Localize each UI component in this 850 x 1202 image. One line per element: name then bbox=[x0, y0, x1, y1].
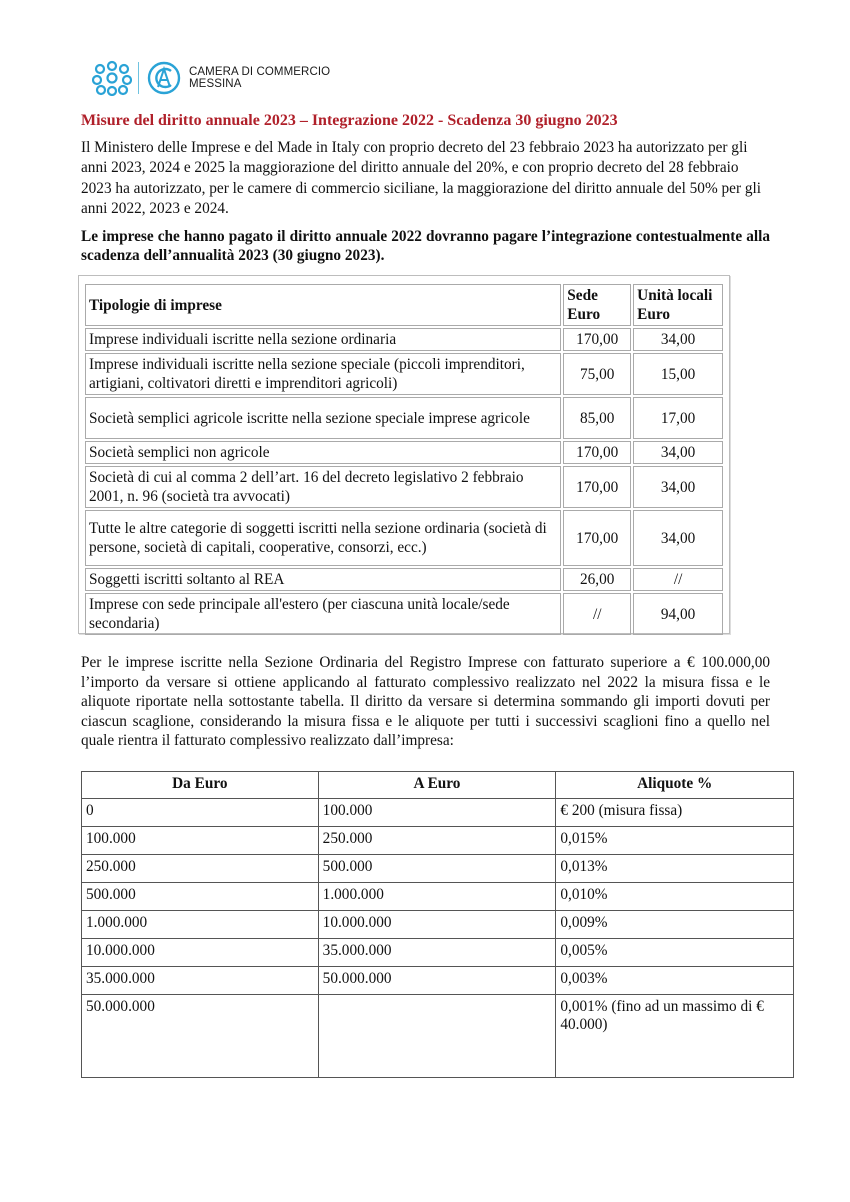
logo-divider bbox=[138, 62, 139, 94]
aliquote-table-header bbox=[82, 772, 794, 799]
table-row bbox=[85, 466, 723, 508]
row-unita-locali: 17,00 bbox=[633, 397, 723, 439]
row-from: 500.000 bbox=[82, 883, 319, 911]
row-type: Società semplici agricole iscritte nella sezione speciale imprese agricole bbox=[85, 397, 561, 439]
row-to: 250.000 bbox=[318, 827, 556, 855]
bold-notice: Le imprese che hanno pagato il diritto annuale 2022 dovranno pagare l’integrazione contestualmente alla scadenza dell’annualità 2023 (30 giugno 2023). bbox=[81, 228, 770, 264]
header-tipologie: Tipologie di imprese bbox=[85, 284, 561, 326]
row-unita-locali: // bbox=[633, 568, 723, 591]
row-rate: 0,001% (fino ad un massimo di € 40.000) bbox=[556, 995, 794, 1078]
row-to: 35.000.000 bbox=[318, 939, 556, 967]
header-sede: Sede Euro bbox=[563, 284, 631, 326]
row-to bbox=[318, 995, 556, 1078]
row-rate: 0,013% bbox=[556, 855, 794, 883]
table-row bbox=[82, 883, 794, 911]
row-sede: 85,00 bbox=[563, 397, 631, 439]
row-sede: 26,00 bbox=[563, 568, 631, 591]
table-row bbox=[82, 967, 794, 995]
header-a-euro: A Euro bbox=[318, 772, 556, 799]
aliquote-table bbox=[81, 771, 794, 1078]
row-from: 10.000.000 bbox=[82, 939, 319, 967]
table-row bbox=[85, 441, 723, 464]
row-from: 100.000 bbox=[82, 827, 319, 855]
org-name bbox=[189, 66, 330, 90]
row-to: 500.000 bbox=[318, 855, 556, 883]
table-row bbox=[82, 855, 794, 883]
camera-commercio-emblem-icon bbox=[147, 61, 181, 95]
row-to: 10.000.000 bbox=[318, 911, 556, 939]
header-aliquote: Aliquote % bbox=[556, 772, 794, 799]
row-type: Imprese individuali iscritte nella sezione speciale (piccoli imprenditori, artigiani, coltivatori diretti e imprenditori agricoli) bbox=[85, 353, 561, 395]
row-sede: 170,00 bbox=[563, 510, 631, 566]
fee-table-frame bbox=[78, 275, 730, 634]
row-type: Tutte le altre categorie di soggetti iscritti nella sezione ordinaria (società di persone, società di capitali, cooperative, consorzi, ecc.) bbox=[85, 510, 561, 566]
table-row bbox=[82, 911, 794, 939]
row-sede: 75,00 bbox=[563, 353, 631, 395]
fee-table bbox=[83, 282, 725, 637]
row-to: 100.000 bbox=[318, 799, 556, 827]
table-row bbox=[85, 328, 723, 351]
table-row bbox=[85, 568, 723, 591]
row-rate: 0,010% bbox=[556, 883, 794, 911]
row-type: Imprese con sede principale all'estero (per ciascuna unità locale/sede secondaria) bbox=[85, 593, 561, 635]
row-unita-locali: 94,00 bbox=[633, 593, 723, 635]
header-unita-locali: Unità locali Euro bbox=[633, 284, 723, 326]
table-row bbox=[82, 939, 794, 967]
row-type: Imprese individuali iscritte nella sezione ordinaria bbox=[85, 328, 561, 351]
row-from: 0 bbox=[82, 799, 319, 827]
row-from: 250.000 bbox=[82, 855, 319, 883]
row-from: 1.000.000 bbox=[82, 911, 319, 939]
table-row bbox=[85, 510, 723, 566]
table-row bbox=[85, 397, 723, 439]
row-unita-locali: 15,00 bbox=[633, 353, 723, 395]
cluster-logo-icon bbox=[92, 60, 132, 96]
header-da-euro: Da Euro bbox=[82, 772, 319, 799]
row-unita-locali: 34,00 bbox=[633, 510, 723, 566]
row-rate: 0,003% bbox=[556, 967, 794, 995]
row-rate: 0,005% bbox=[556, 939, 794, 967]
row-sede: // bbox=[563, 593, 631, 635]
row-type: Società di cui al comma 2 dell’art. 16 del decreto legislativo 2 febbraio 2001, n. 96 (società tra avvocati) bbox=[85, 466, 561, 508]
row-unita-locali: 34,00 bbox=[633, 441, 723, 464]
org-name-line1: CAMERA DI COMMERCIO bbox=[189, 66, 331, 78]
table-row bbox=[82, 827, 794, 855]
table-row bbox=[82, 995, 794, 1078]
row-from: 35.000.000 bbox=[82, 967, 319, 995]
table-row bbox=[82, 799, 794, 827]
fee-table-header bbox=[85, 284, 723, 326]
row-sede: 170,00 bbox=[563, 466, 631, 508]
scaglioni-paragraph: Per le imprese iscritte nella Sezione Ordinaria del Registro Imprese con fatturato superiore a € 100.000,00 l’importo da versare si ottiene applicando al fatturato complessivo realizzato nel 2022 la misura fissa e le aliquote riportate nella sottostante tabella. Il diritto da versare si determina sommando gli importi dovuti per ciascun scaglione, considerando la misura fissa e le aliquote per tutti i successivi scaglioni fino a quello nel quale rientra il fatturato complessivo realizzato dall’impresa: bbox=[81, 654, 770, 750]
row-from: 50.000.000 bbox=[82, 995, 319, 1078]
row-type: Società semplici non agricole bbox=[85, 441, 561, 464]
row-to: 1.000.000 bbox=[318, 883, 556, 911]
table-row bbox=[85, 593, 723, 635]
row-sede: 170,00 bbox=[563, 441, 631, 464]
row-sede: 170,00 bbox=[563, 328, 631, 351]
intro-paragraph: Il Ministero delle Imprese e del Made in Italy con proprio decreto del 23 febbraio 2023 ha autorizzato per gli anni 2023, 2024 e 2025 la maggiorazione del diritto annuale del 20%, e con proprio decreto del 28 febbraio 2023 ha autorizzato, per le camere di commercio siciliane, la maggiorazione del diritto annuale del 50% per gli anni 2022, 2023 e 2024. bbox=[81, 139, 762, 217]
row-unita-locali: 34,00 bbox=[633, 328, 723, 351]
row-rate: € 200 (misura fissa) bbox=[556, 799, 794, 827]
row-to: 50.000.000 bbox=[318, 967, 556, 995]
org-name-line2: MESSINA bbox=[189, 78, 242, 90]
table-row bbox=[85, 353, 723, 395]
row-rate: 0,009% bbox=[556, 911, 794, 939]
row-unita-locali: 34,00 bbox=[633, 466, 723, 508]
row-rate: 0,015% bbox=[556, 827, 794, 855]
row-type: Soggetti iscritti soltanto al REA bbox=[85, 568, 561, 591]
header-logo bbox=[92, 60, 330, 96]
document-title: Misure del diritto annuale 2023 – Integrazione 2022 - Scadenza 30 giugno 2023 bbox=[81, 112, 618, 129]
